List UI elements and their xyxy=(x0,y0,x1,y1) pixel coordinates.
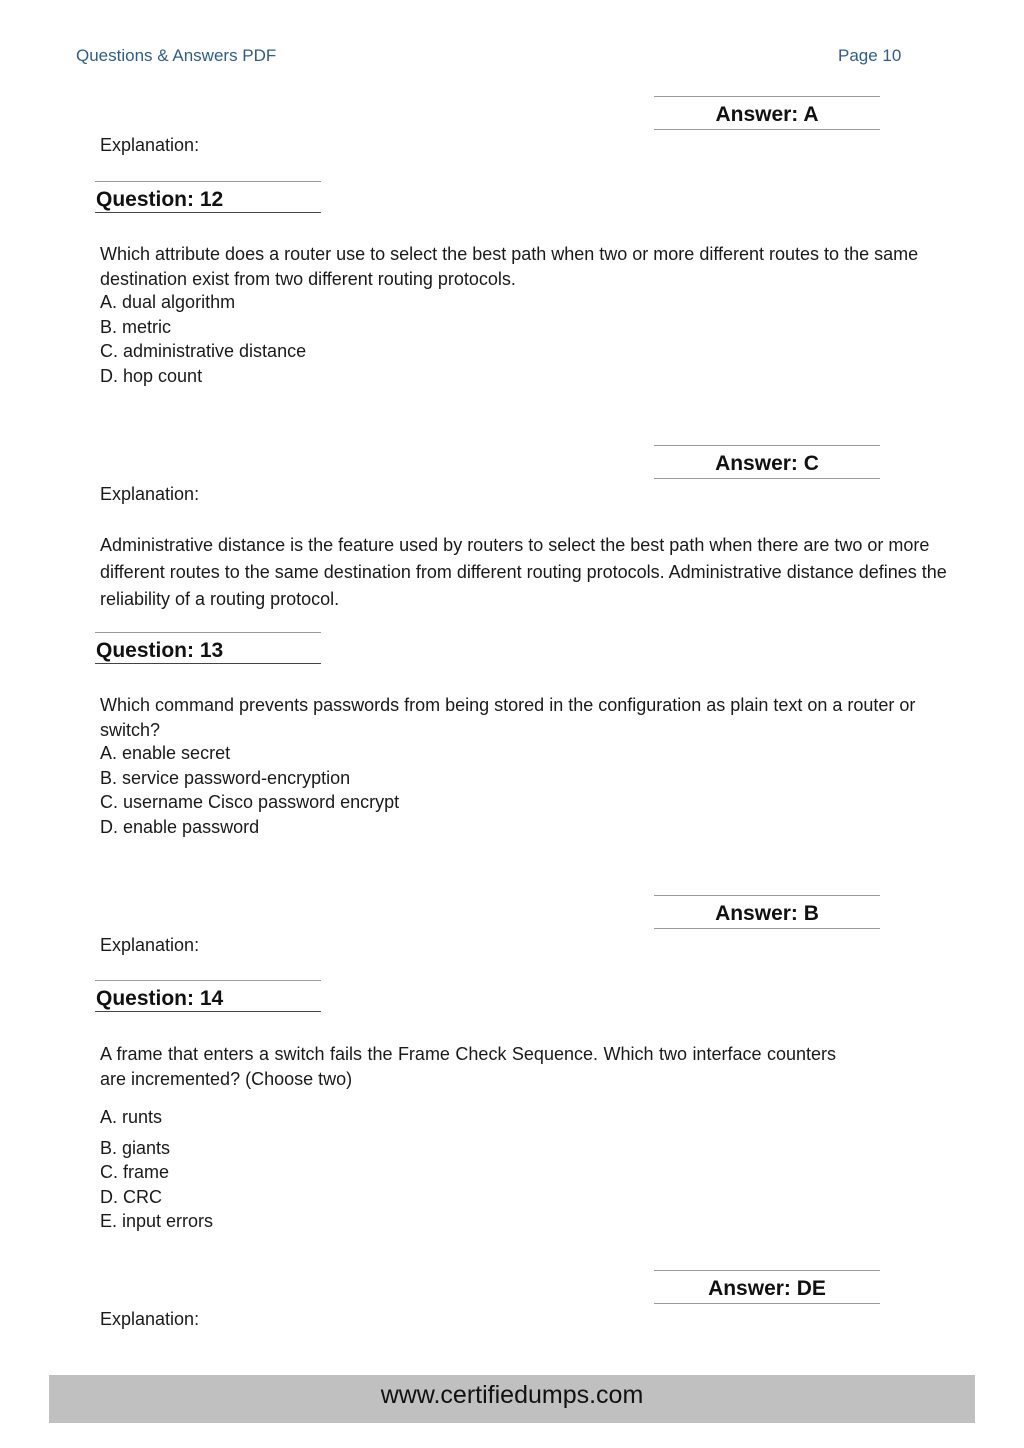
question-title: Question: 14 xyxy=(96,987,224,1010)
options-list xyxy=(100,1105,213,1234)
question-text: A frame that enters a switch fails the Frame Check Sequence. Which two interface counters are incremented? (Choose two) xyxy=(100,1044,836,1089)
question-text: Which command prevents passwords from being stored in the configuration as plain text on a router or switch? xyxy=(100,695,916,740)
explanation-label: Explanation: xyxy=(100,935,200,955)
option: D. CRC xyxy=(100,1186,162,1207)
question-heading xyxy=(95,181,321,213)
option: D. enable password xyxy=(100,816,260,837)
answer-box xyxy=(654,895,880,929)
footer-url[interactable]: www.certifiedumps.com xyxy=(380,1381,644,1409)
option: A. runts xyxy=(100,1107,163,1127)
answer-label: Answer: B xyxy=(715,902,819,925)
question-heading xyxy=(95,632,321,664)
option: B. metric xyxy=(100,316,172,337)
answer-label: Answer: DE xyxy=(708,1277,826,1300)
explanation-label: Explanation: xyxy=(100,484,200,504)
option: C. administrative distance xyxy=(100,341,307,362)
answer-label: Answer: C xyxy=(715,452,819,475)
question-text: Which attribute does a router use to select the best path when two or more different routes to the same destination exist from two different routing protocols. xyxy=(100,244,919,289)
doc-header-title: Questions & Answers PDF xyxy=(76,46,277,65)
options-list xyxy=(100,290,306,388)
option: A. dual algorithm xyxy=(100,292,236,312)
question-heading xyxy=(95,980,321,1012)
answer-label: Answer: A xyxy=(715,103,819,126)
question-title: Question: 13 xyxy=(96,639,224,662)
footer-bar xyxy=(49,1375,975,1423)
answer-box xyxy=(654,96,880,130)
answer-box xyxy=(654,445,880,479)
explanation-label: Explanation: xyxy=(100,135,200,155)
option: D. hop count xyxy=(100,365,203,386)
explanation-label: Explanation: xyxy=(100,1309,200,1329)
options-list xyxy=(100,741,399,839)
option: B. giants xyxy=(100,1137,171,1158)
page-number: Page 10 xyxy=(838,46,902,65)
explanation-text: Administrative distance is the feature used by routers to select the best path when there are two or more different routes to the same destination from different routing protocols. Administrative distance defines the reliability of a routing protocol. xyxy=(100,535,947,609)
option: B. service password-encryption xyxy=(100,767,351,788)
option: C. frame xyxy=(100,1162,170,1183)
option: E. input errors xyxy=(100,1211,214,1232)
option: C. username Cisco password encrypt xyxy=(100,792,400,813)
answer-box xyxy=(654,1270,880,1304)
question-title: Question: 12 xyxy=(96,188,224,211)
option: A. enable secret xyxy=(100,743,231,763)
